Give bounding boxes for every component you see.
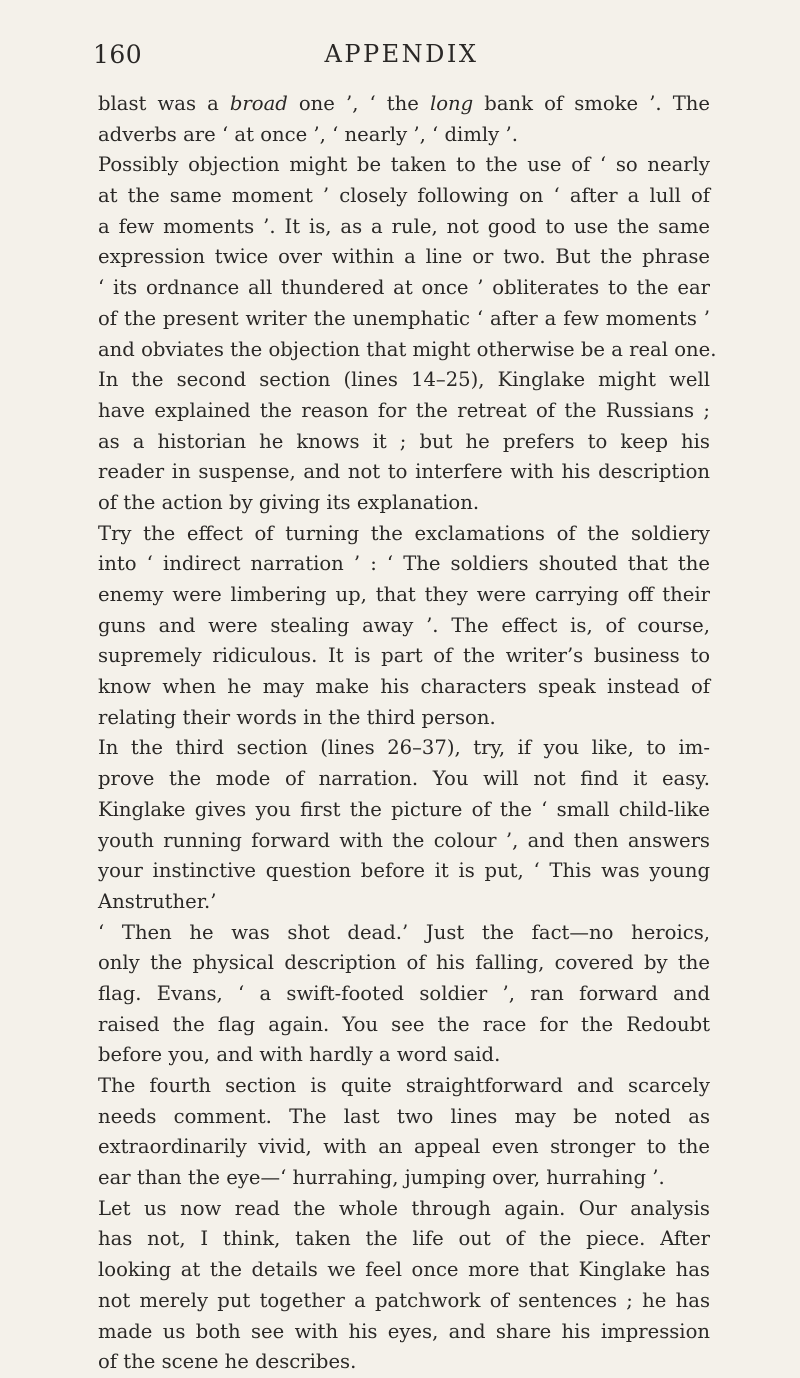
page-number: 160 [93, 40, 143, 69]
text-line: Try the effect of turning the exclamations of the soldiery [98, 521, 710, 545]
text-line: into ‘ indirect narration ’ : ‘ The soldiers shouted that the [98, 552, 710, 576]
text-line: blast was a broad one ’, ‘ the long bank of smoke ’. The [98, 92, 711, 115]
italic-word: broad [229, 92, 288, 115]
text-line: expression twice over within a line or two. But the phrase [98, 245, 710, 269]
text-line: reader in suspense, and not to interfere with his description [98, 460, 710, 484]
text-line: before you, and with hardly a word said. [98, 1043, 501, 1067]
text-line: In the third section (lines 26–37), try, if you like, to im- [98, 736, 710, 760]
text-line: In the second section (lines 14–25), Kinglake might well [98, 368, 710, 392]
text-line: has not, I think, taken the life out of the piece. After [98, 1227, 710, 1251]
running-title: APPENDIX [324, 40, 479, 68]
text-line: as a historian he knows it ; but he prefers to keep his [98, 429, 710, 453]
text-line: ear than the eye—‘ hurrahing, jumping over, hurrahing ’. [98, 1166, 665, 1190]
text-line: enemy were limbering up, that they were carrying off their [98, 583, 710, 606]
text-line: your instinctive question before it is put, ‘ This was young [98, 859, 710, 883]
text-line: adverbs are ‘ at once ’, ‘ nearly ’, ‘ dimly ’. [98, 122, 518, 146]
text-line: needs comment. The last two lines may be noted as [98, 1104, 710, 1128]
text-line: made us both see with his eyes, and share his impression [98, 1319, 710, 1343]
text-line: flag. Evans, ‘ a swift-footed soldier ’, ran forward and [98, 981, 710, 1005]
text-line: supremely ridiculous. It is part of the writer’s business to [98, 644, 710, 668]
text-line: ‘ Then he was shot dead.’ Just the fact—no heroics, [98, 920, 710, 944]
text-line: Kinglake gives you first the picture of the ‘ small child-like [98, 797, 710, 821]
text-line: prove the mode of narration. You will not find it easy. [98, 767, 710, 791]
text-line: Let us now read the whole through again. Our analysis [98, 1196, 710, 1220]
text-line: looking at the details we feel once more that Kinglake has [98, 1258, 710, 1282]
text-line: Possibly objection might be taken to the use of ‘ so nearly [98, 153, 710, 177]
text-line: only the physical description of his falling, covered by the [98, 951, 710, 975]
text-line: a few moments ’. It is, as a rule, not good to use the same [98, 214, 710, 238]
text-line: have explained the reason for the retreat of the Russians ; [98, 398, 710, 422]
text-line: Anstruther.’ [98, 889, 217, 913]
text-line: ‘ its ordnance all thundered at once ’ obliterates to the ear [98, 276, 710, 300]
text-line: know when he may make his characters speak instead of [98, 675, 710, 699]
italic-word: long [429, 92, 474, 115]
body-text [98, 89, 717, 1378]
text-line: extraordinarily vivid, with an appeal even stronger to the [98, 1135, 710, 1159]
text-line: relating their words in the third person. [98, 705, 496, 729]
text-line: at the same moment ’ closely following on ‘ after a lull of [98, 184, 710, 208]
text-line: youth running forward with the colour ’, and then answers [98, 828, 710, 852]
text-line: and obviates the objection that might otherwise be a real one. [98, 337, 717, 361]
text-line: of the scene he describes. [98, 1350, 357, 1374]
running-head [93, 40, 710, 80]
text-line: The fourth section is quite straightforward and scarcely [98, 1074, 710, 1097]
text-line: of the present writer the unemphatic ‘ after a few moments ’ [98, 306, 710, 330]
text-line: of the action by giving its explanation. [98, 490, 480, 514]
text-line: raised the flag again. You see the race for the Redoubt [98, 1012, 710, 1036]
text-line: guns and were stealing away ’. The effect is, of course, [98, 613, 710, 637]
text-line: not merely put together a patchwork of sentences ; he has [98, 1288, 710, 1312]
